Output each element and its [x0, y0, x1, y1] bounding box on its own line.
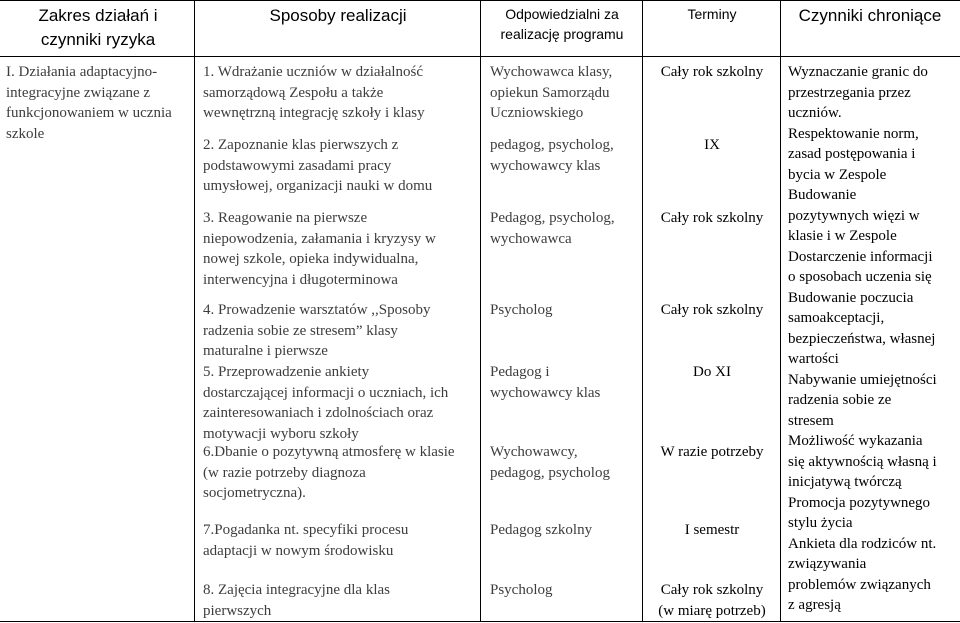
header-protective-factors: Czynniki chroniące: [798, 6, 942, 25]
method-item-2: 2. Zapoznanie klas pierwszych z podstawowymi zasadami pracy umysłowej, organizacji nauki w domu: [203, 137, 433, 194]
responsible-item-2: pedagog, psycholog, wychowawcy klas: [490, 137, 614, 174]
method-item-7: 7.Pogadanka nt. specyfiki procesu adaptacji w nowym środowisku: [203, 522, 409, 559]
method-item-1: 1. Wdrażanie uczniów w działalność samorządową Zespołu a także wewnętrzną integrację szkoły i klasy: [203, 64, 425, 121]
term-item-5: Do XI: [693, 364, 731, 380]
col-divider-2: [480, 0, 481, 622]
responsible-item-7: Pedagog szkolny: [490, 522, 593, 538]
header-responsible: Odpowiedzialni za realizację programu: [500, 6, 624, 42]
responsible-item-6: Wychowawcy, pedagog, psycholog: [490, 444, 610, 481]
col-divider-1: [194, 0, 195, 622]
term-item-1: Cały rok szkolny: [660, 64, 764, 80]
method-item-3: 3. Reagowanie na pierwsze niepowodzenia, załamania i kryzysy w nowej szkole, opieka indywidualna, interwencyjna i długoterminowa: [203, 210, 436, 288]
method-item-5: 5. Przeprowadzenie ankiety dostarczającej informacji o uczniach, ich zainteresowaniach i zdolnościach oraz motywacji wyboru szkoły: [203, 364, 449, 442]
responsible-item-3: Pedagog, psycholog, wychowawca: [490, 210, 615, 247]
method-item-8: 8. Zajęcia integracyjne dla klas pierwszych: [203, 582, 390, 619]
col-divider-3: [642, 0, 643, 622]
term-item-3: Cały rok szkolny: [660, 210, 764, 226]
method-item-4: 4. Prowadzenie warsztatów ,,Sposoby radzenia sobie ze stresem” klasy maturalne i pierwsze: [203, 302, 431, 359]
term-item-4: Cały rok szkolny: [660, 302, 764, 318]
header-methods: Sposoby realizacji: [269, 6, 407, 25]
responsible-item-1: Wychowawca klasy, opiekun Samorządu Uczniowskiego: [490, 64, 613, 121]
protective-factors-text: Wyznaczanie granic do przestrzegania przez uczniów. Respektowanie norm, zasad postępowania i bycia w Zespole Budowanie pozytywnych więzi w klasie i w Zespole Dostarczenie informacji o sposobach uczenia się Budowanie poczucia samoakceptacji, bezpieczeństwa, własnej wartości Nabywanie umiejętności radzenia sobie ze stresem Możliwość wykazania się aktywnością własną i inicjatywą twórczą Promocja pozytywnego stylu życia Ankieta dla rodziców nt. związywania problemów związanych z agresją: [788, 64, 937, 613]
term-item-7: I semestr: [684, 522, 740, 538]
term-item-2: IX: [704, 137, 720, 153]
header-risk-area: Zakres działań i czynniki ryzyka: [38, 6, 158, 49]
col-divider-4: [780, 0, 781, 622]
term-item-8: Cały rok szkolny (w miarę potrzeb): [658, 582, 766, 619]
term-item-6: W razie potrzeby: [660, 444, 764, 460]
responsible-item-4: Psycholog: [490, 302, 553, 318]
responsible-item-5: Pedagog i wychowawcy klas: [490, 364, 601, 401]
responsible-item-8: Psycholog: [490, 582, 553, 598]
risk-area-text: I. Działania adaptacyjno- integracyjne związane z funkcjonowaniem w ucznia szkole: [6, 64, 172, 142]
method-item-6: 6.Dbanie o pozytywną atmosferę w klasie (w razie potrzeby diagnoza socjometryczna).: [203, 444, 455, 501]
header-terms: Terminy: [687, 6, 737, 22]
